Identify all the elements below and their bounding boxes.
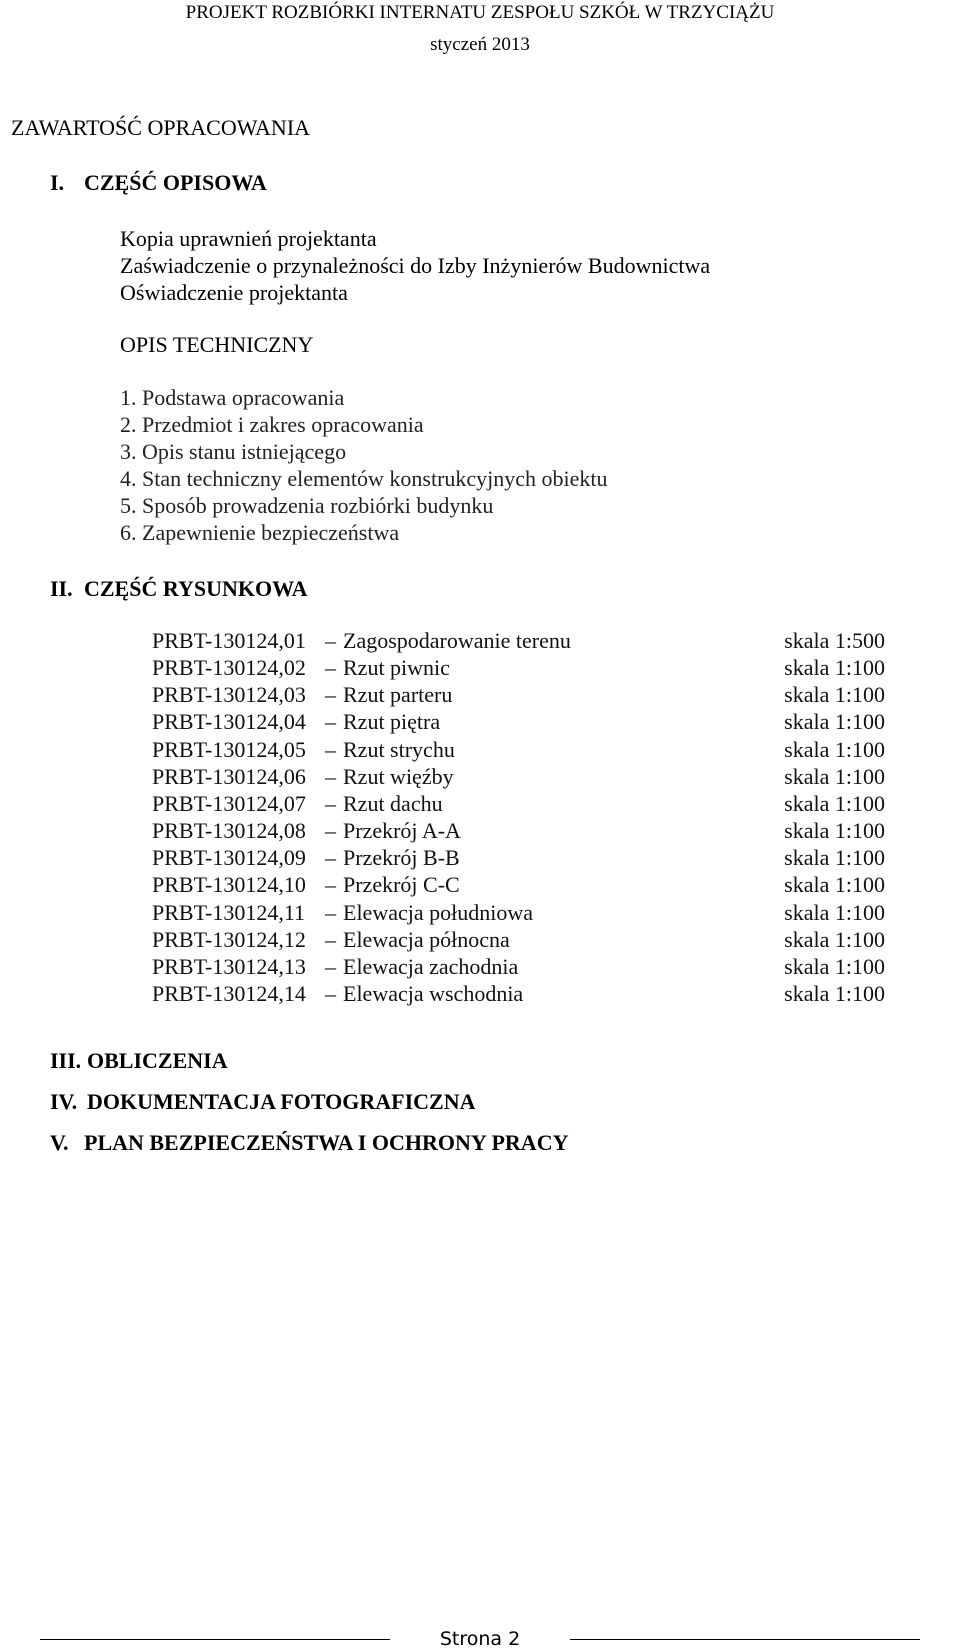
drawing-scale: skala 1:500 xyxy=(784,628,885,653)
attachment-item: Zaświadczenie o przynależności do Izby Inżynierów Budownictwa xyxy=(120,253,711,278)
section-5-title: PLAN BEZPIECZEŃSTWA I OCHRONY PRACY xyxy=(84,1130,569,1155)
drawing-title: Rzut dachu xyxy=(343,791,443,816)
drawing-code: PRBT-130124,11 xyxy=(152,900,306,925)
drawing-scale: skala 1:100 xyxy=(784,818,885,843)
section-4-title: DOKUMENTACJA FOTOGRAFICZNA xyxy=(87,1089,476,1114)
section-4-number: IV. xyxy=(50,1089,78,1114)
section-5-number: V. xyxy=(50,1130,69,1155)
section-2-title: CZĘŚĆ RYSUNKOWA xyxy=(84,576,308,601)
drawing-dash: – xyxy=(325,709,336,734)
technical-item: 2. Przedmiot i zakres opracowania xyxy=(120,412,424,437)
drawing-title: Przekrój A-A xyxy=(343,818,461,843)
section-2-heading xyxy=(50,576,308,602)
drawing-scale: skala 1:100 xyxy=(784,900,885,925)
drawing-code: PRBT-130124,09 xyxy=(152,845,306,870)
project-header: PROJEKT ROZBIÓRKI INTERNATU ZESPOŁU SZKÓŁ W TRZYCIĄŻU xyxy=(185,2,775,23)
drawing-dash: – xyxy=(325,791,336,816)
drawing-scale: skala 1:100 xyxy=(784,682,885,707)
drawing-title: Zagospodarowanie terenu xyxy=(343,628,571,653)
drawing-title: Elewacja wschodnia xyxy=(343,981,524,1006)
drawing-scale: skala 1:100 xyxy=(784,709,885,734)
drawing-title: Przekrój C-C xyxy=(343,872,460,897)
drawing-code: PRBT-130124,01 xyxy=(152,628,306,653)
drawing-dash: – xyxy=(325,818,336,843)
technical-item: 1. Podstawa opracowania xyxy=(120,385,345,410)
drawing-dash: – xyxy=(325,900,336,925)
technical-description-title: OPIS TECHNICZNY xyxy=(120,332,314,357)
drawing-code: PRBT-130124,03 xyxy=(152,682,306,707)
drawing-title: Elewacja zachodnia xyxy=(343,954,519,979)
drawing-scale: skala 1:100 xyxy=(784,981,885,1006)
drawing-code: PRBT-130124,14 xyxy=(152,981,306,1006)
drawing-code: PRBT-130124,04 xyxy=(152,709,306,734)
drawing-code: PRBT-130124,06 xyxy=(152,764,306,789)
drawing-dash: – xyxy=(325,628,336,653)
document-title: ZAWARTOŚĆ OPRACOWANIA xyxy=(11,115,311,140)
technical-item: 5. Sposób prowadzenia rozbiórki budynku xyxy=(120,493,494,518)
drawing-dash: – xyxy=(325,655,336,680)
drawing-scale: skala 1:100 xyxy=(784,845,885,870)
drawing-dash: – xyxy=(325,927,336,952)
drawing-dash: – xyxy=(325,682,336,707)
technical-item: 3. Opis stanu istniejącego xyxy=(120,439,347,464)
section-1-title: CZĘŚĆ OPISOWA xyxy=(84,170,267,195)
page-number: Strona 2 xyxy=(432,1628,528,1650)
section-3-title: OBLICZENIA xyxy=(87,1048,228,1073)
page-footer xyxy=(0,1628,960,1650)
drawing-scale: skala 1:100 xyxy=(784,791,885,816)
drawing-scale: skala 1:100 xyxy=(784,737,885,762)
drawing-code: PRBT-130124,10 xyxy=(152,872,306,897)
drawing-scale: skala 1:100 xyxy=(784,764,885,789)
drawing-dash: – xyxy=(325,954,336,979)
drawing-dash: – xyxy=(325,981,336,1006)
drawing-scale: skala 1:100 xyxy=(784,927,885,952)
drawing-code: PRBT-130124,08 xyxy=(152,818,306,843)
drawing-title: Rzut strychu xyxy=(343,737,455,762)
attachment-item: Kopia uprawnień projektanta xyxy=(120,226,377,251)
drawing-code: PRBT-130124,02 xyxy=(152,655,306,680)
section-1-heading xyxy=(50,170,267,196)
section-1-number: I. xyxy=(50,170,65,195)
drawing-code: PRBT-130124,07 xyxy=(152,791,306,816)
drawing-dash: – xyxy=(325,764,336,789)
drawing-scale: skala 1:100 xyxy=(784,872,885,897)
technical-item: 4. Stan techniczny elementów konstrukcyjnych obiektu xyxy=(120,466,608,491)
drawing-dash: – xyxy=(325,737,336,762)
drawing-title: Elewacja południowa xyxy=(343,900,533,925)
drawing-title: Rzut więźby xyxy=(343,764,454,789)
section-5-heading xyxy=(50,1130,568,1156)
header-date: styczeń 2013 xyxy=(430,34,530,55)
technical-item: 6. Zapewnienie bezpieczeństwa xyxy=(120,520,400,545)
section-2-number: II. xyxy=(50,576,73,601)
drawing-dash: – xyxy=(325,872,336,897)
drawing-title: Przekrój B-B xyxy=(343,845,460,870)
drawing-code: PRBT-130124,05 xyxy=(152,737,306,762)
drawing-title: Rzut piwnic xyxy=(343,655,450,680)
drawing-scale: skala 1:100 xyxy=(784,655,885,680)
drawing-scale: skala 1:100 xyxy=(784,954,885,979)
section-4-heading xyxy=(50,1089,475,1115)
drawing-code: PRBT-130124,12 xyxy=(152,927,306,952)
section-3-number: III. xyxy=(50,1048,82,1073)
drawing-title: Elewacja północna xyxy=(343,927,510,952)
section-3-heading xyxy=(50,1048,228,1074)
drawing-dash: – xyxy=(325,845,336,870)
drawing-title: Rzut parteru xyxy=(343,682,453,707)
drawing-title: Rzut piętra xyxy=(343,709,441,734)
attachment-item: Oświadczenie projektanta xyxy=(120,280,348,305)
drawing-code: PRBT-130124,13 xyxy=(152,954,306,979)
